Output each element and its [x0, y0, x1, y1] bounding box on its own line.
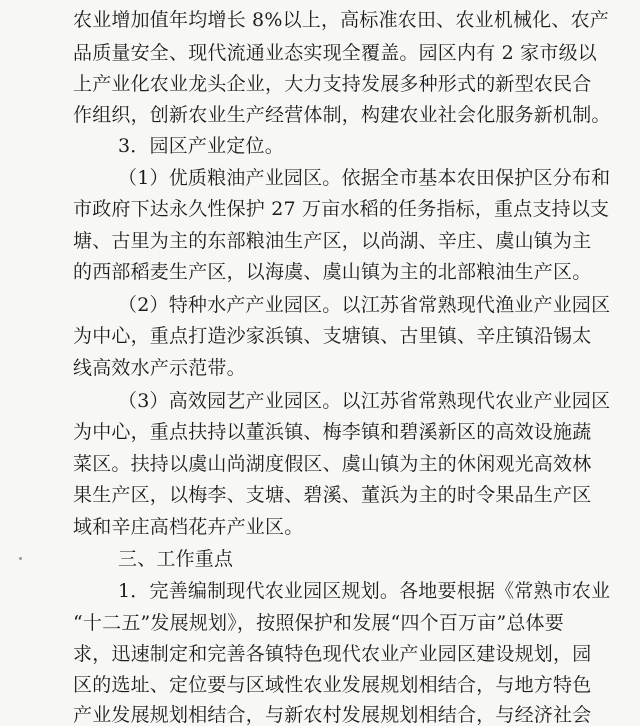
text-line-3: 上产业化农业龙头企业，大力支持发展多种形式的新型农民合	[73, 73, 592, 95]
text-line-6: （1）优质粮油产业园区。依据全市基本农田保护区分布和	[118, 167, 611, 189]
text-line-14: 为中心，重点扶持以董浜镇、梅李镇和碧溪新区的高效设施蔬	[73, 421, 592, 443]
scan-speck	[19, 557, 22, 560]
text-line-13: （3）高效园艺产业园区。以江苏省常熟现代农业产业园区	[118, 390, 611, 412]
text-line-1: 农业增加值年均增长 8%以上，高标准农田、农业机械化、农产	[73, 9, 609, 31]
text-line-10: （2）特种水产产业园区。以江苏省常熟现代渔业产业园区	[118, 294, 611, 316]
text-line-22: 区的选址、定位要与区域性农业发展规划相结合，与地方特色	[73, 674, 592, 696]
text-line-20: “十二五”发展规划》，按照保护和发展“四个百万亩”总体要	[73, 612, 564, 634]
text-line-8: 塘、古里为主的东部粮油生产区，以尚湖、辛庄、虞山镇为主	[73, 230, 592, 252]
text-line-21: 求，迅速制定和完善各镇特色现代农业产业园区建设规划，园	[73, 643, 592, 665]
section-heading-work-focus: 三、工作重点	[118, 548, 234, 570]
text-line-19: 1．完善编制现代农业园区规划。各地要根据《常熟市农业	[118, 580, 611, 602]
text-line-12: 线高效水产示范带。	[73, 357, 246, 379]
text-line-2: 品质量安全、现代流通业态实现全覆盖。园区内有 2 家市级以	[73, 42, 597, 64]
text-line-9: 的西部稻麦生产区，以海虞、虞山镇为主的北部粮油生产区。	[73, 261, 592, 283]
text-line-17: 域和辛庄高档花卉产业区。	[73, 516, 304, 538]
text-line-4: 作组织，创新农业生产经营体制，构建农业社会化服务新机制。	[73, 104, 611, 126]
text-line-15: 菜区。扶持以虞山尚湖度假区、虞山镇为主的休闲观光高效林	[73, 453, 592, 475]
section-heading-3: 3．园区产业定位。	[118, 135, 284, 157]
text-line-23: 产业发展规划相结合，与新农村发展规划相结合，与经济社会	[73, 704, 592, 726]
text-line-7: 市政府下达永久性保护 27 万亩水稻的任务指标，重点支持以支	[73, 198, 610, 220]
text-line-11: 为中心，重点打造沙家浜镇、支塘镇、古里镇、辛庄镇沿锡太	[73, 325, 592, 347]
text-line-16: 果生产区，以梅李、支塘、碧溪、董浜为主的时令果品生产区	[73, 484, 592, 506]
